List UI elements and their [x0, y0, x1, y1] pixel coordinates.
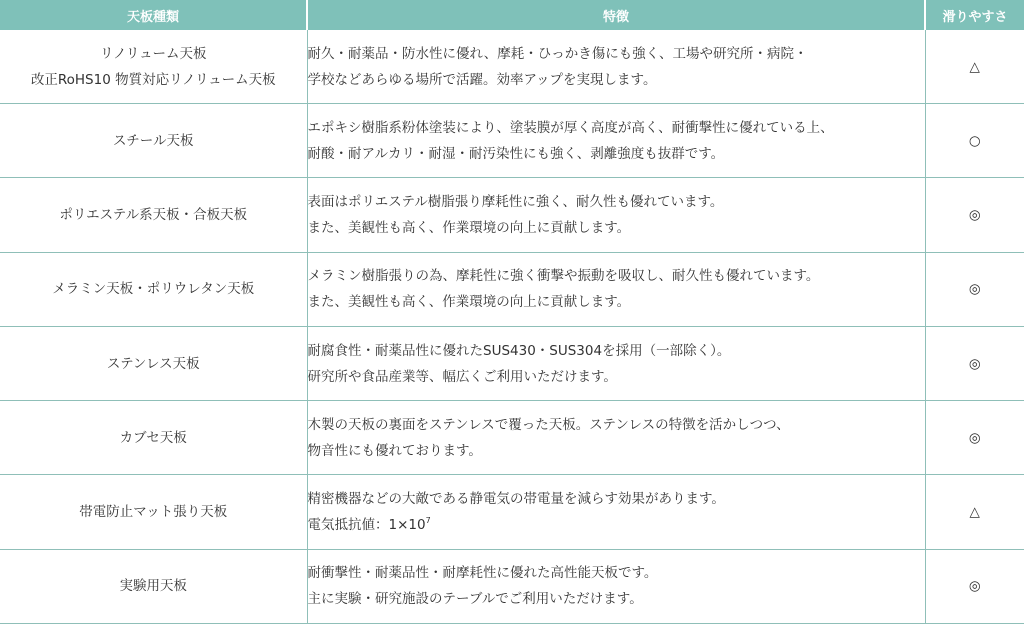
feature-text: メラミン樹脂張りの為、摩耗性に強く衝撃や振動を吸収し、耐久性も優れています。 [307, 268, 820, 285]
row-type-cell [0, 326, 307, 400]
slip-rating: ◎ [925, 178, 1024, 252]
row-feature-cell [307, 104, 925, 178]
feature-text: また、美観性も高く、作業環境の向上に貢献します。 [307, 294, 631, 311]
row-type-cell [0, 178, 307, 252]
row-feature-cell [307, 475, 925, 549]
slip-rating: △ [925, 30, 1024, 104]
table-row [0, 178, 1024, 252]
type-label: 帯電防止マット張り天板 [79, 504, 228, 521]
row-type-cell [0, 252, 307, 326]
slip-rating: ◎ [925, 252, 1024, 326]
type-label: ポリエステル系天板・合板天板 [59, 207, 248, 224]
row-type-cell [0, 475, 307, 549]
type-label: スチール天板 [113, 132, 194, 149]
table-row [0, 549, 1024, 623]
feature-text: 耐腐食性・耐薬品性に優れたSUS430・SUS304を採用（一部除く）。 [307, 342, 731, 359]
feature-text: 表面はポリエステル樹脂張り摩耗性に強く、耐久性も優れています。 [307, 194, 724, 211]
slip-rating: ◎ [925, 326, 1024, 400]
feature-text: 学校などあらゆる場所で活躍。効率アップを実現します。 [307, 71, 657, 88]
row-type-cell [0, 30, 307, 104]
feature-text: 主に実験・研究施設のテーブルでご利用いただけます。 [307, 591, 643, 608]
table-row [0, 401, 1024, 475]
type-label: 改正RoHS10 物質対応リノリューム天板 [30, 71, 276, 88]
feature-text: 物音性にも優れております。 [307, 442, 482, 459]
feature-text: 耐久・耐薬品・防水性に優れ、摩耗・ひっかき傷にも強く、工場や研究所・病院・ [307, 45, 808, 62]
type-label: メラミン天板・ポリウレタン天板 [52, 281, 255, 298]
row-feature-cell [307, 401, 925, 475]
row-feature-cell [307, 252, 925, 326]
table-row [0, 475, 1024, 549]
slip-rating: △ [925, 475, 1024, 549]
row-feature-cell [307, 549, 925, 623]
slip-rating: ◎ [925, 549, 1024, 623]
row-feature-cell [307, 178, 925, 252]
feature-text: 耐衝撃性・耐薬品性・耐摩耗性に優れた高性能天板です。 [307, 565, 658, 582]
row-feature-cell [307, 30, 925, 104]
table-header-row [0, 0, 1024, 30]
feature-text: 耐酸・耐アルカリ・耐湿・耐汚染性にも強く、剥離強度も抜群です。 [307, 145, 725, 162]
type-label: リノリューム天板 [99, 45, 207, 62]
table-row [0, 252, 1024, 326]
type-label: 実験用天板 [119, 578, 187, 595]
feature-text: また、美観性も高く、作業環境の向上に貢献します。 [307, 220, 631, 237]
header-feature: 特徴 [307, 0, 925, 30]
resistance-label: 電気抵抗値：1×10 [307, 517, 426, 534]
table-row [0, 104, 1024, 178]
row-feature-cell [307, 326, 925, 400]
type-label: カブセ天板 [119, 429, 187, 446]
feature-text: 木製の天板の裏面をステンレスで覆った天板。ステンレスの特徴を活かしつつ、 [307, 416, 790, 433]
resistance-exponent: 7 [425, 516, 431, 526]
slip-rating: ◎ [925, 401, 1024, 475]
feature-text: エポキシ樹脂系粉体塗装により、塗装膜が厚く高度が高く、耐衝撃性に優れている上、 [307, 119, 834, 136]
header-slipperiness: 滑りやすさ [925, 0, 1024, 30]
row-type-cell [0, 104, 307, 178]
row-type-cell [0, 401, 307, 475]
type-label: ステンレス天板 [106, 355, 200, 372]
slip-rating: ○ [925, 104, 1024, 178]
feature-text: 精密機器などの大敵である静電気の帯電量を減らす効果があります。 [307, 491, 725, 508]
feature-text: 研究所や食品産業等、幅広くご利用いただけます。 [307, 368, 617, 385]
resistance-value [308, 512, 925, 538]
table-row [0, 326, 1024, 400]
table-row [0, 30, 1024, 104]
header-type: 天板種類 [0, 0, 307, 30]
row-type-cell [0, 549, 307, 623]
